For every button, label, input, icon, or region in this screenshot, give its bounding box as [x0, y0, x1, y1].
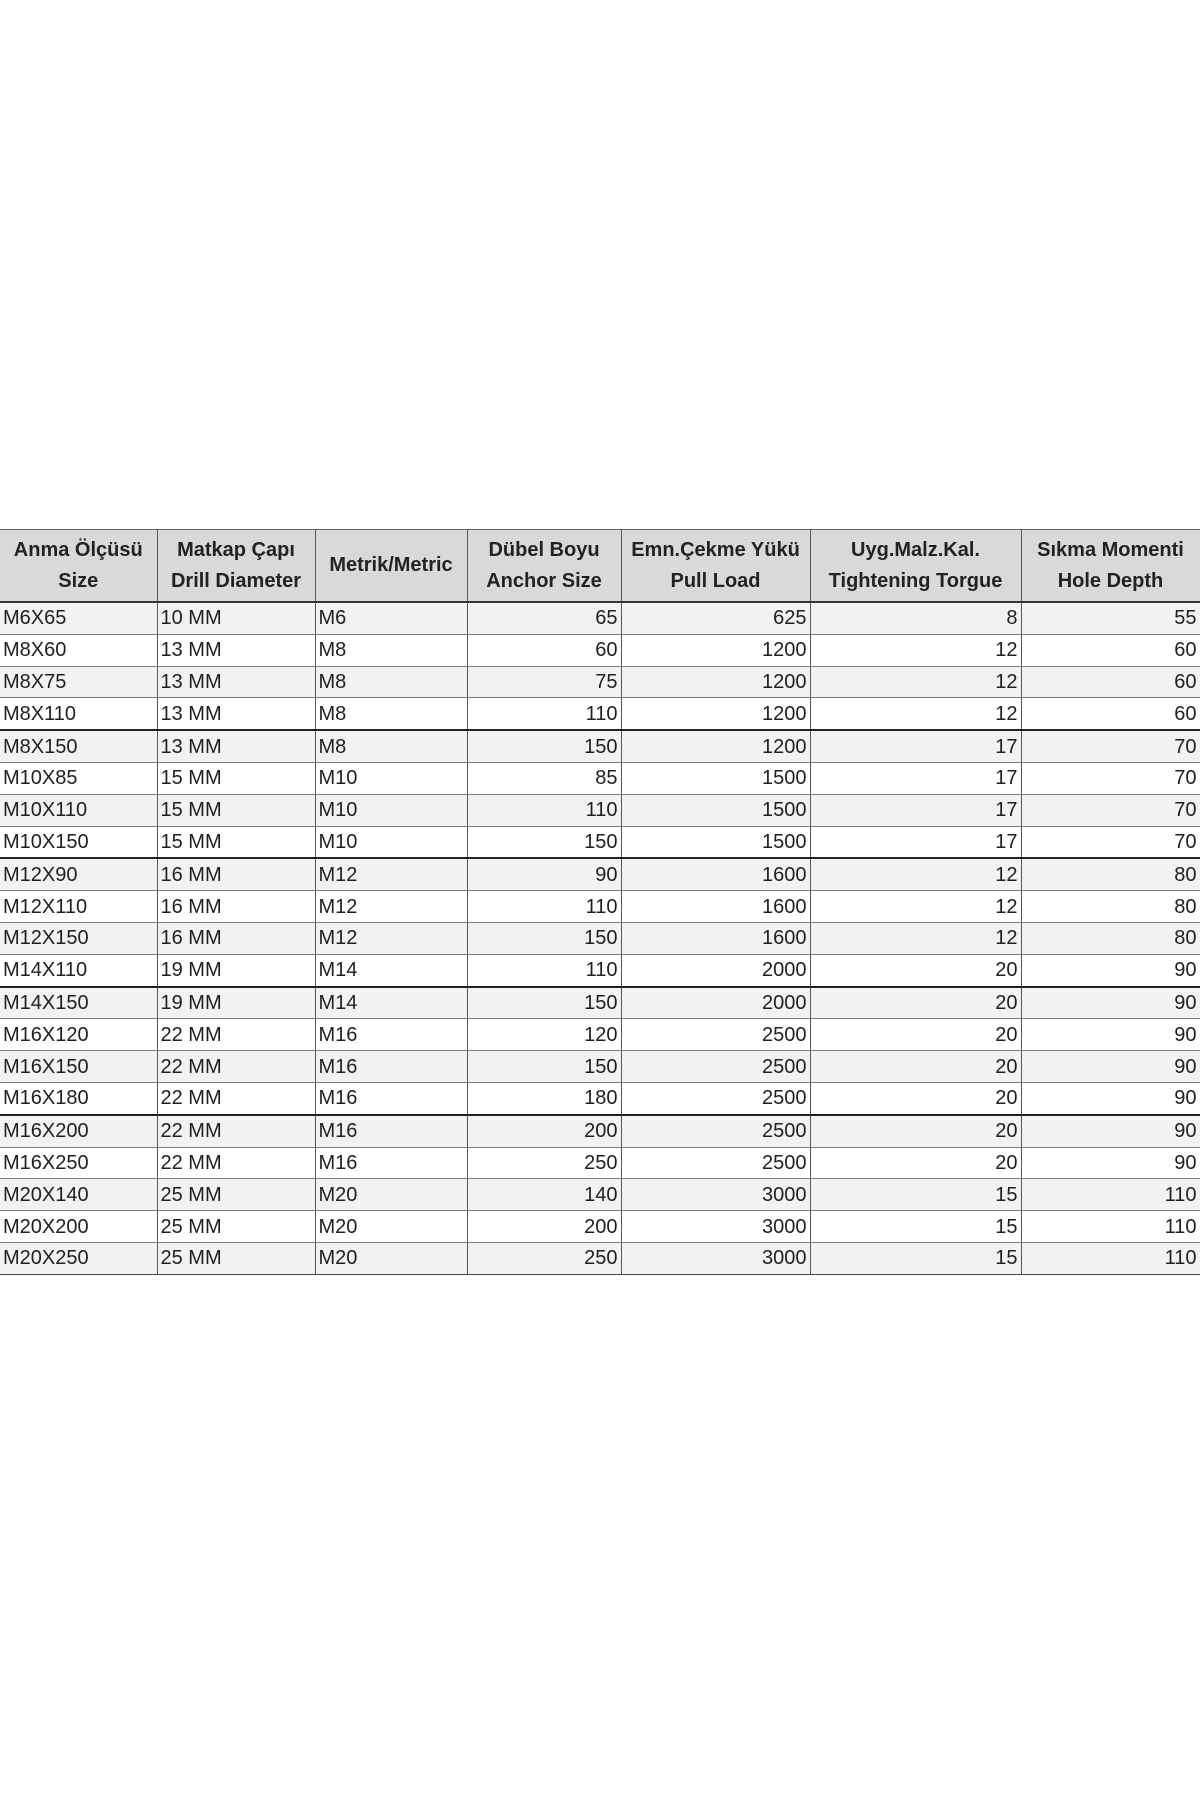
- cell-tightening-torque: 12: [810, 858, 1021, 890]
- anchor-spec-table: [0, 529, 1200, 1275]
- cell-drill-diameter: 22 MM: [157, 1147, 315, 1179]
- table-row: [0, 1179, 1200, 1211]
- cell-drill-diameter: 22 MM: [157, 1082, 315, 1114]
- cell-anchor-size: 250: [467, 1147, 621, 1179]
- cell-size: M16X180: [0, 1082, 157, 1114]
- table-row: [0, 1211, 1200, 1243]
- table-row: [0, 858, 1200, 890]
- cell-anchor-size: 65: [467, 602, 621, 634]
- cell-hole-depth: 70: [1021, 826, 1200, 858]
- cell-pull-load: 1600: [621, 891, 810, 923]
- cell-metric: M12: [315, 891, 467, 923]
- cell-pull-load: 1600: [621, 858, 810, 890]
- cell-anchor-size: 140: [467, 1179, 621, 1211]
- cell-drill-diameter: 13 MM: [157, 698, 315, 730]
- cell-size: M10X85: [0, 762, 157, 794]
- cell-drill-diameter: 16 MM: [157, 891, 315, 923]
- cell-hole-depth: 90: [1021, 1115, 1200, 1147]
- cell-drill-diameter: 16 MM: [157, 922, 315, 954]
- cell-size: M20X200: [0, 1211, 157, 1243]
- cell-hole-depth: 110: [1021, 1242, 1200, 1274]
- table-row: [0, 1242, 1200, 1274]
- cell-metric: M8: [315, 634, 467, 666]
- cell-hole-depth: 80: [1021, 891, 1200, 923]
- cell-metric: M20: [315, 1179, 467, 1211]
- cell-drill-diameter: 25 MM: [157, 1179, 315, 1211]
- cell-size: M20X250: [0, 1242, 157, 1274]
- table-row: [0, 666, 1200, 698]
- cell-pull-load: 1200: [621, 730, 810, 762]
- cell-tightening-torque: 15: [810, 1179, 1021, 1211]
- cell-anchor-size: 110: [467, 954, 621, 986]
- cell-tightening-torque: 12: [810, 891, 1021, 923]
- cell-pull-load: 2500: [621, 1115, 810, 1147]
- header-hole-depth: [1021, 530, 1200, 603]
- cell-metric: M12: [315, 922, 467, 954]
- header-line-1: Anma Ölçüsü: [13, 538, 143, 561]
- table-row: [0, 987, 1200, 1019]
- cell-drill-diameter: 15 MM: [157, 762, 315, 794]
- cell-pull-load: 1600: [621, 922, 810, 954]
- cell-drill-diameter: 22 MM: [157, 1051, 315, 1083]
- table-header: [0, 530, 1200, 603]
- table-row: [0, 762, 1200, 794]
- cell-drill-diameter: 25 MM: [157, 1242, 315, 1274]
- cell-anchor-size: 200: [467, 1211, 621, 1243]
- header-line-2: Tightening Torgue: [828, 569, 1003, 592]
- cell-anchor-size: 60: [467, 634, 621, 666]
- cell-hole-depth: 90: [1021, 1051, 1200, 1083]
- cell-pull-load: 3000: [621, 1242, 810, 1274]
- cell-size: M12X110: [0, 891, 157, 923]
- cell-anchor-size: 110: [467, 794, 621, 826]
- cell-hole-depth: 60: [1021, 634, 1200, 666]
- cell-tightening-torque: 8: [810, 602, 1021, 634]
- cell-metric: M16: [315, 1051, 467, 1083]
- cell-size: M14X150: [0, 987, 157, 1019]
- header-line-2: Hole Depth: [1057, 569, 1164, 592]
- cell-pull-load: 1200: [621, 666, 810, 698]
- cell-drill-diameter: 16 MM: [157, 858, 315, 890]
- cell-hole-depth: 80: [1021, 858, 1200, 890]
- cell-metric: M16: [315, 1082, 467, 1114]
- cell-size: M12X90: [0, 858, 157, 890]
- cell-anchor-size: 150: [467, 730, 621, 762]
- cell-tightening-torque: 20: [810, 1147, 1021, 1179]
- cell-drill-diameter: 25 MM: [157, 1211, 315, 1243]
- cell-hole-depth: 90: [1021, 954, 1200, 986]
- header-metric: [315, 530, 467, 603]
- cell-metric: M14: [315, 954, 467, 986]
- table-row: [0, 730, 1200, 762]
- table-row: [0, 891, 1200, 923]
- cell-pull-load: 1500: [621, 826, 810, 858]
- cell-metric: M16: [315, 1115, 467, 1147]
- table-row: [0, 634, 1200, 666]
- cell-anchor-size: 110: [467, 891, 621, 923]
- cell-anchor-size: 85: [467, 762, 621, 794]
- cell-anchor-size: 200: [467, 1115, 621, 1147]
- cell-hole-depth: 70: [1021, 730, 1200, 762]
- cell-size: M16X250: [0, 1147, 157, 1179]
- cell-drill-diameter: 15 MM: [157, 826, 315, 858]
- cell-tightening-torque: 12: [810, 922, 1021, 954]
- cell-metric: M8: [315, 666, 467, 698]
- cell-hole-depth: 110: [1021, 1179, 1200, 1211]
- cell-drill-diameter: 22 MM: [157, 1019, 315, 1051]
- cell-metric: M8: [315, 698, 467, 730]
- cell-tightening-torque: 20: [810, 1051, 1021, 1083]
- cell-pull-load: 3000: [621, 1179, 810, 1211]
- table-row: [0, 954, 1200, 986]
- cell-tightening-torque: 17: [810, 794, 1021, 826]
- cell-drill-diameter: 19 MM: [157, 987, 315, 1019]
- cell-pull-load: 2500: [621, 1019, 810, 1051]
- cell-size: M6X65: [0, 602, 157, 634]
- cell-tightening-torque: 17: [810, 730, 1021, 762]
- cell-tightening-torque: 12: [810, 666, 1021, 698]
- cell-anchor-size: 120: [467, 1019, 621, 1051]
- header-line-2: Anchor Size: [486, 569, 602, 592]
- table-row: [0, 1051, 1200, 1083]
- table-row: [0, 794, 1200, 826]
- cell-pull-load: 625: [621, 602, 810, 634]
- cell-pull-load: 1500: [621, 762, 810, 794]
- cell-pull-load: 2000: [621, 987, 810, 1019]
- cell-size: M14X110: [0, 954, 157, 986]
- cell-drill-diameter: 22 MM: [157, 1115, 315, 1147]
- table-row: [0, 922, 1200, 954]
- cell-anchor-size: 150: [467, 826, 621, 858]
- cell-hole-depth: 90: [1021, 1019, 1200, 1051]
- table-row: [0, 602, 1200, 634]
- cell-size: M12X150: [0, 922, 157, 954]
- table-body: [0, 602, 1200, 1274]
- anchor-spec-table-container: [0, 529, 1200, 1275]
- cell-hole-depth: 60: [1021, 698, 1200, 730]
- header-anchor-size: [467, 530, 621, 603]
- cell-size: M16X150: [0, 1051, 157, 1083]
- cell-hole-depth: 55: [1021, 602, 1200, 634]
- cell-pull-load: 3000: [621, 1211, 810, 1243]
- cell-drill-diameter: 10 MM: [157, 602, 315, 634]
- header-line-1: Emn.Çekme Yükü: [631, 538, 800, 561]
- cell-tightening-torque: 20: [810, 1082, 1021, 1114]
- table-row: [0, 1147, 1200, 1179]
- cell-tightening-torque: 20: [810, 1019, 1021, 1051]
- cell-anchor-size: 150: [467, 987, 621, 1019]
- cell-tightening-torque: 12: [810, 698, 1021, 730]
- cell-anchor-size: 75: [467, 666, 621, 698]
- cell-metric: M12: [315, 858, 467, 890]
- cell-pull-load: 2500: [621, 1147, 810, 1179]
- cell-drill-diameter: 13 MM: [157, 634, 315, 666]
- cell-drill-diameter: 13 MM: [157, 666, 315, 698]
- cell-drill-diameter: 19 MM: [157, 954, 315, 986]
- cell-metric: M14: [315, 987, 467, 1019]
- cell-tightening-torque: 17: [810, 826, 1021, 858]
- cell-metric: M8: [315, 730, 467, 762]
- header-line-1: Dübel Boyu: [488, 538, 600, 561]
- cell-metric: M10: [315, 826, 467, 858]
- cell-size: M8X75: [0, 666, 157, 698]
- cell-metric: M10: [315, 762, 467, 794]
- header-pull-load: [621, 530, 810, 603]
- cell-drill-diameter: 13 MM: [157, 730, 315, 762]
- cell-anchor-size: 180: [467, 1082, 621, 1114]
- cell-size: M8X60: [0, 634, 157, 666]
- cell-metric: M20: [315, 1242, 467, 1274]
- cell-metric: M10: [315, 794, 467, 826]
- cell-anchor-size: 150: [467, 1051, 621, 1083]
- cell-pull-load: 1200: [621, 634, 810, 666]
- header-line-1: Sıkma Momenti: [1037, 538, 1184, 561]
- table-row: [0, 1019, 1200, 1051]
- cell-pull-load: 2500: [621, 1082, 810, 1114]
- header-row: [0, 530, 1200, 603]
- cell-metric: M16: [315, 1147, 467, 1179]
- cell-size: M20X140: [0, 1179, 157, 1211]
- cell-size: M8X150: [0, 730, 157, 762]
- cell-hole-depth: 90: [1021, 1147, 1200, 1179]
- header-line-1: Uyg.Malz.Kal.: [851, 538, 980, 561]
- cell-drill-diameter: 15 MM: [157, 794, 315, 826]
- header-drill-diameter: [157, 530, 315, 603]
- cell-size: M10X110: [0, 794, 157, 826]
- cell-tightening-torque: 15: [810, 1242, 1021, 1274]
- cell-pull-load: 1200: [621, 698, 810, 730]
- cell-pull-load: 1500: [621, 794, 810, 826]
- cell-hole-depth: 70: [1021, 794, 1200, 826]
- cell-hole-depth: 60: [1021, 666, 1200, 698]
- header-line-1: Matkap Çapı: [177, 538, 295, 561]
- cell-pull-load: 2000: [621, 954, 810, 986]
- header-line-2: Pull Load: [670, 569, 761, 592]
- table-row: [0, 698, 1200, 730]
- cell-size: M10X150: [0, 826, 157, 858]
- cell-metric: M6: [315, 602, 467, 634]
- table-row: [0, 1082, 1200, 1114]
- cell-anchor-size: 250: [467, 1242, 621, 1274]
- cell-hole-depth: 90: [1021, 987, 1200, 1019]
- cell-anchor-size: 150: [467, 922, 621, 954]
- table-row: [0, 1115, 1200, 1147]
- header-tightening-torque: [810, 530, 1021, 603]
- cell-size: M16X200: [0, 1115, 157, 1147]
- cell-metric: M16: [315, 1019, 467, 1051]
- table-row: [0, 826, 1200, 858]
- cell-hole-depth: 90: [1021, 1082, 1200, 1114]
- cell-tightening-torque: 20: [810, 1115, 1021, 1147]
- cell-anchor-size: 110: [467, 698, 621, 730]
- cell-size: M16X120: [0, 1019, 157, 1051]
- cell-hole-depth: 110: [1021, 1211, 1200, 1243]
- cell-tightening-torque: 20: [810, 987, 1021, 1019]
- cell-metric: M20: [315, 1211, 467, 1243]
- cell-size: M8X110: [0, 698, 157, 730]
- cell-pull-load: 2500: [621, 1051, 810, 1083]
- cell-hole-depth: 80: [1021, 922, 1200, 954]
- header-line-2: Size: [58, 569, 99, 592]
- header-size: [0, 530, 157, 603]
- cell-anchor-size: 90: [467, 858, 621, 890]
- header-line-2: Drill Diameter: [170, 569, 302, 592]
- cell-tightening-torque: 15: [810, 1211, 1021, 1243]
- cell-tightening-torque: 12: [810, 634, 1021, 666]
- cell-tightening-torque: 20: [810, 954, 1021, 986]
- cell-hole-depth: 70: [1021, 762, 1200, 794]
- cell-tightening-torque: 17: [810, 762, 1021, 794]
- header-line-1: Metrik/Metric: [329, 554, 453, 576]
